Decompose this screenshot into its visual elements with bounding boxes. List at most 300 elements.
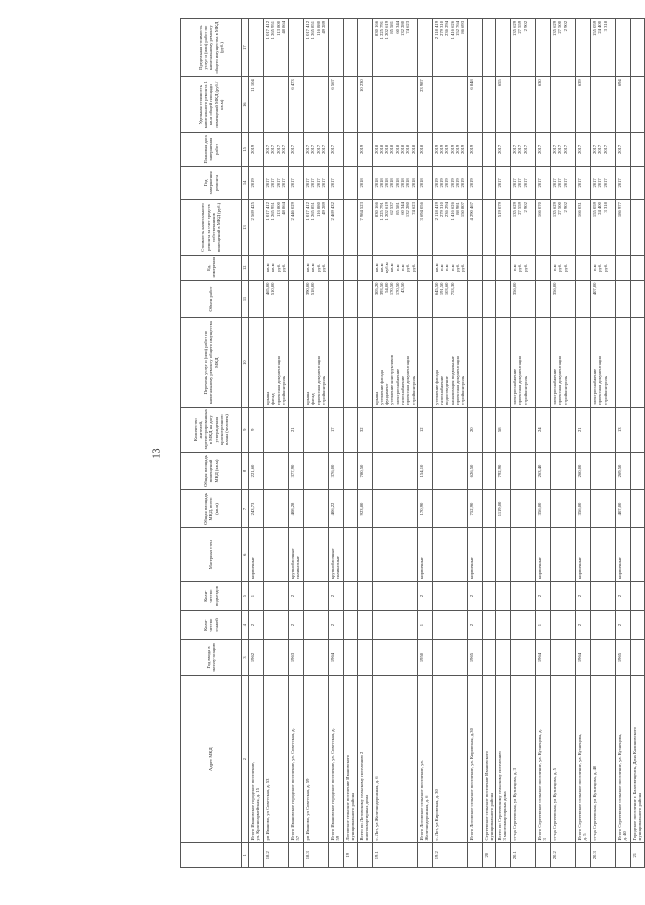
cost-cell-line: 2 446 029 bbox=[290, 202, 295, 221]
entrances-cell bbox=[264, 582, 289, 611]
planned-date-cell-line: 2018 bbox=[378, 144, 384, 154]
residents-cell bbox=[511, 407, 536, 452]
cost-cell-line: 60 344 bbox=[399, 202, 405, 215]
address-cell bbox=[576, 675, 591, 843]
residents-cell: 21 bbox=[576, 407, 591, 452]
column-number: 16 bbox=[242, 77, 249, 133]
residents-cell bbox=[304, 407, 329, 452]
entrances-cell bbox=[511, 582, 536, 611]
unit-cell-line: руб. bbox=[460, 263, 466, 272]
address-cell bbox=[536, 675, 551, 843]
address-cell bbox=[496, 675, 511, 843]
address-cell-line: ул. Красноармейская, д. 15 bbox=[255, 788, 261, 841]
cost-cell-line: 1 017 412 bbox=[305, 202, 310, 221]
volume-cell bbox=[536, 280, 551, 318]
column-header: Плановая дата завершения работ bbox=[181, 133, 242, 167]
floors-cell bbox=[591, 611, 616, 640]
column-header: Материал стен bbox=[181, 528, 242, 582]
premises-area-cell bbox=[264, 452, 289, 490]
works-cell-line: электроснабжение bbox=[512, 368, 518, 405]
total-area-cell: 1119,00 bbox=[496, 490, 511, 528]
premises-area-cell: 376,00 bbox=[329, 452, 344, 490]
volume-cell bbox=[304, 280, 329, 318]
limit-cost-cell-line: 2 118 419 bbox=[433, 21, 439, 40]
works-cell-line: проектная документация bbox=[275, 356, 281, 405]
total-area-cell bbox=[591, 490, 616, 528]
unit-cell-line: руб. bbox=[320, 263, 326, 272]
limit-cost-cell-line: 135 629 bbox=[512, 21, 518, 36]
row-number bbox=[616, 843, 631, 868]
unit-cell-line: кв.м bbox=[270, 263, 276, 272]
wall-material-cell: кирпичные bbox=[536, 528, 551, 582]
specific-cost-cell bbox=[289, 77, 304, 133]
year-built-cell: 1964 bbox=[329, 640, 344, 676]
planned-date-cell-line: 2017 bbox=[602, 144, 608, 154]
year-built-cell bbox=[304, 640, 329, 676]
row-number bbox=[289, 843, 304, 868]
limit-cost-cell-line: 1 225 791 bbox=[378, 21, 384, 40]
unit-cell bbox=[576, 255, 591, 280]
completion-year-cell-line: 2017 bbox=[280, 178, 286, 188]
premises-area-cell: 263,40 bbox=[536, 452, 551, 490]
works-cell-line: проектная документация bbox=[517, 356, 523, 405]
works-cell-line: проектная документация bbox=[454, 356, 460, 405]
volume-cell bbox=[289, 280, 304, 318]
column-header: Общая площадь МКД, всего (кв.м) bbox=[181, 490, 242, 528]
residents-cell: 21 bbox=[289, 407, 304, 452]
unit-cell bbox=[631, 255, 645, 280]
address-cell-line: рп Иваново, ул Советская, д. 53 bbox=[265, 778, 270, 841]
planned-date-cell bbox=[496, 133, 511, 167]
year-built-cell: 1964 bbox=[576, 640, 591, 676]
wall-material-cell bbox=[432, 528, 467, 582]
cost-cell bbox=[357, 200, 372, 256]
completion-year-cell bbox=[372, 166, 417, 200]
wall-material-cell bbox=[496, 528, 511, 582]
limit-cost-cell-line: 24 400 bbox=[597, 21, 603, 34]
entrances-cell bbox=[372, 582, 417, 611]
premises-area-cell: 626,50 bbox=[467, 452, 482, 490]
unit-cell-line: п.м bbox=[449, 264, 455, 272]
completion-year-cell bbox=[511, 166, 536, 200]
unit-cell-line: руб. bbox=[454, 263, 460, 272]
limit-cost-cell-line: 236 294 bbox=[444, 21, 450, 36]
premises-area-cell bbox=[551, 452, 576, 490]
works-cell-line: стройконтроль bbox=[562, 375, 568, 405]
premises-area-cell: 780,50 bbox=[357, 452, 372, 490]
volume-cell bbox=[482, 280, 496, 318]
works-cell-line: электроснабжение bbox=[592, 368, 598, 405]
works-cell bbox=[551, 318, 576, 407]
premises-area-cell bbox=[372, 452, 417, 490]
entrances-cell: 2 bbox=[289, 582, 304, 611]
cost-cell-line: 1 202 619 bbox=[384, 202, 390, 221]
row-number: 19.2 bbox=[432, 843, 467, 868]
works-cell bbox=[467, 318, 482, 407]
wall-material-cell: кирпичные bbox=[576, 528, 591, 582]
planned-date-cell-line: 2018 bbox=[394, 144, 400, 154]
wall-material-cell: кирпичные bbox=[616, 528, 631, 582]
planned-date-cell bbox=[591, 133, 616, 167]
completion-year-cell-line: 2019 bbox=[468, 178, 474, 188]
works-cell bbox=[616, 318, 631, 407]
specific-cost-cell bbox=[432, 77, 467, 133]
row-number: 21 bbox=[631, 843, 645, 868]
completion-year-cell-line: 2017 bbox=[315, 178, 321, 188]
limit-cost-cell-line: 1 265 851 bbox=[310, 21, 316, 40]
specific-cost-cell-line: 10 230 bbox=[358, 79, 364, 92]
cost-cell bbox=[591, 200, 616, 256]
cost-cell-line: 519 079 bbox=[497, 202, 503, 218]
entrances-cell bbox=[591, 582, 616, 611]
header-row bbox=[181, 19, 242, 868]
residents-cell: 58 bbox=[496, 407, 511, 452]
cost-cell bbox=[631, 200, 645, 256]
wall-material-cell bbox=[482, 528, 496, 582]
limit-cost-cell-line: 27 500 bbox=[557, 21, 563, 34]
planned-date-cell bbox=[511, 133, 536, 167]
cost-cell bbox=[467, 200, 482, 256]
completion-year-cell-line: 2019 bbox=[250, 178, 255, 188]
works-cell bbox=[432, 318, 467, 407]
completion-year-cell-line: 2017 bbox=[310, 178, 316, 188]
total-area-cell bbox=[631, 490, 645, 528]
cost-cell-line: 132 280 bbox=[405, 202, 411, 218]
planned-date-cell-line: 2017 bbox=[270, 144, 276, 154]
unit-cell-line: руб. bbox=[315, 263, 321, 272]
unit-cell-line: руб. bbox=[410, 263, 416, 272]
planned-date-cell bbox=[467, 133, 482, 167]
cost-cell-line: 1 017 412 bbox=[265, 202, 270, 221]
residents-cell: 12 bbox=[417, 407, 432, 452]
table-row bbox=[496, 19, 511, 868]
volume-cell-line: 356,00 bbox=[512, 282, 518, 296]
row-number: 19 bbox=[344, 843, 358, 868]
limit-cost-cell-line: 830 166 bbox=[373, 21, 379, 36]
limit-cost-cell-line: 49 289 bbox=[320, 21, 326, 34]
total-area-cell bbox=[344, 490, 358, 528]
column-number: 15 bbox=[242, 133, 249, 167]
limit-cost-cell bbox=[432, 19, 467, 77]
completion-year-cell bbox=[551, 166, 576, 200]
cost-cell-line: 7 984 523 bbox=[358, 202, 364, 221]
planned-date-cell-line: 2017 bbox=[517, 144, 523, 154]
planned-date-cell-line: 2017 bbox=[562, 144, 568, 154]
cost-cell bbox=[304, 200, 329, 256]
floors-cell: 2 bbox=[576, 611, 591, 640]
table-row bbox=[417, 19, 432, 868]
column-number: 4 bbox=[242, 611, 249, 640]
specific-cost-cell bbox=[357, 77, 372, 133]
volume-cell bbox=[467, 280, 482, 318]
entrances-cell bbox=[496, 582, 511, 611]
premises-area-cell bbox=[631, 452, 645, 490]
unit-cell bbox=[357, 255, 372, 280]
limit-cost-cell bbox=[289, 19, 304, 77]
limit-cost-cell bbox=[576, 19, 591, 77]
column-header: Коли-чество подъездов bbox=[181, 582, 242, 611]
total-area-cell bbox=[432, 490, 467, 528]
address-cell bbox=[591, 675, 616, 843]
limit-cost-cell-line: 116 880 bbox=[315, 21, 321, 36]
column-number: 13 bbox=[242, 200, 249, 256]
planned-date-cell-line: 2017 bbox=[537, 144, 543, 154]
cost-cell bbox=[616, 200, 631, 256]
cost-cell bbox=[264, 200, 289, 256]
cost-cell bbox=[344, 200, 358, 256]
specific-cost-cell bbox=[417, 77, 432, 133]
wall-material-cell bbox=[344, 528, 358, 582]
works-cell-line: стройконтроль bbox=[460, 375, 466, 405]
year-built-cell bbox=[357, 640, 372, 676]
wall-material-cell: кирпичные bbox=[467, 528, 482, 582]
volume-cell bbox=[591, 280, 616, 318]
floors-cell: 2 bbox=[616, 611, 631, 640]
limit-cost-cell-line: 3 318 bbox=[602, 21, 608, 32]
column-header: Год завершения ремонта bbox=[181, 166, 242, 200]
cost-cell bbox=[576, 200, 591, 256]
premises-area-cell bbox=[591, 452, 616, 490]
cost-cell-line: 2 118 419 bbox=[433, 202, 439, 221]
volume-cell bbox=[357, 280, 372, 318]
limit-cost-cell-line: 279 310 bbox=[439, 21, 445, 36]
floors-cell: 2 bbox=[249, 611, 264, 640]
volume-cell bbox=[264, 280, 289, 318]
year-built-cell: 1950 bbox=[417, 640, 432, 676]
limit-cost-cell-line: 2 902 bbox=[522, 21, 528, 32]
address-cell-line: Всего по Лотовскому сельскому поселению 2 bbox=[358, 751, 364, 841]
cost-cell bbox=[536, 200, 551, 256]
floors-cell bbox=[372, 611, 417, 640]
premises-area-cell: 269,50 bbox=[616, 452, 631, 490]
works-cell-line: стройконтроль bbox=[280, 375, 286, 405]
year-built-cell bbox=[511, 640, 536, 676]
address-cell-line: д. 5 bbox=[582, 833, 588, 841]
table-row bbox=[264, 19, 289, 868]
limit-cost-cell-line: 86 693 bbox=[460, 21, 466, 34]
premises-area-cell bbox=[344, 452, 358, 490]
completion-year-cell-line: 2017 bbox=[305, 178, 310, 188]
table-row bbox=[576, 19, 591, 868]
works-cell-line: проектная документация bbox=[557, 356, 563, 405]
planned-date-cell-line: 2018 bbox=[373, 144, 379, 154]
address-cell-line: ст-ца Сергеевская, ул Кузнецова, д. 3 bbox=[512, 768, 518, 841]
planned-date-cell-line: 2017 bbox=[557, 144, 563, 154]
page-number: 13 bbox=[151, 448, 163, 459]
address-cell bbox=[304, 675, 329, 843]
completion-year-cell bbox=[344, 166, 358, 200]
limit-cost-cell bbox=[467, 19, 482, 77]
planned-date-cell-line: 2019 bbox=[433, 144, 439, 154]
specific-cost-cell bbox=[249, 77, 264, 133]
limit-cost-cell-line: 48 864 bbox=[280, 21, 286, 34]
volume-cell-line: 465,00 bbox=[265, 282, 270, 296]
planned-date-cell-line: 2019 bbox=[444, 144, 450, 154]
limit-cost-cell bbox=[591, 19, 616, 77]
unit-cell-line: кв.м bbox=[389, 263, 395, 272]
completion-year-cell-line: 2017 bbox=[517, 178, 523, 188]
specific-cost-cell bbox=[576, 77, 591, 133]
unit-cell-line: п.м bbox=[439, 264, 445, 272]
address-cell-line: ст-ца Сергеевская, ул Кузнецова, д. 40 bbox=[592, 765, 598, 841]
completion-year-cell-line: 2019 bbox=[433, 178, 439, 188]
floors-cell: 1 bbox=[417, 611, 432, 640]
address-cell-line: Итого Ивановское городское поселение, ул. Советская, д. bbox=[330, 728, 335, 841]
wall-material-cell bbox=[304, 528, 329, 582]
column-header: Стоимость капитального ремонта за счет средств собственников помещений в МКД (руб.) bbox=[181, 200, 242, 256]
specific-cost-cell bbox=[591, 77, 616, 133]
limit-cost-cell bbox=[329, 19, 344, 77]
repair-plan-table bbox=[180, 18, 645, 868]
cost-cell-line: 4 290 467 bbox=[468, 202, 474, 221]
completion-year-cell-line: 2017 bbox=[522, 178, 528, 188]
unit-cell bbox=[432, 255, 467, 280]
residents-cell: 9 bbox=[249, 407, 264, 452]
table-row bbox=[536, 19, 551, 868]
floors-cell: 2 bbox=[329, 611, 344, 640]
cost-cell-line: 3 694 056 bbox=[418, 202, 424, 221]
works-cell-line: стройконтроль bbox=[522, 375, 528, 405]
planned-date-cell bbox=[536, 133, 551, 167]
cost-cell bbox=[496, 200, 511, 256]
specific-cost-cell bbox=[551, 77, 576, 133]
planned-date-cell-line: 2019 bbox=[460, 144, 466, 154]
volume-cell-line: 518,00 bbox=[310, 282, 316, 296]
year-built-cell: 1965 bbox=[467, 640, 482, 676]
cost-cell-line: 155 059 bbox=[592, 202, 598, 218]
address-cell bbox=[616, 675, 631, 843]
row-number: 19.1 bbox=[372, 843, 417, 868]
wall-material-cell: кирпичные bbox=[249, 528, 264, 582]
premises-area-cell bbox=[304, 452, 329, 490]
completion-year-cell-line: 2018 bbox=[378, 178, 384, 188]
completion-year-cell bbox=[631, 166, 645, 200]
table-row bbox=[304, 19, 329, 868]
address-cell-line: Итого Лотовское сельское поселение, ул. Кировская, д.30 bbox=[468, 728, 474, 841]
entrances-cell: 1 bbox=[249, 582, 264, 611]
address-cell-line: Итого Лотовское сельское поселение, ул. bbox=[418, 760, 424, 841]
specific-cost-cell-line: 6 567 bbox=[330, 79, 335, 90]
unit-cell-line: кв.м bbox=[433, 263, 439, 272]
cost-cell-line: 1 225 791 bbox=[378, 202, 384, 221]
limit-cost-cell bbox=[551, 19, 576, 77]
cost-cell-line: 27 500 bbox=[557, 202, 563, 215]
entrances-cell bbox=[551, 582, 576, 611]
completion-year-cell bbox=[536, 166, 551, 200]
cost-cell-line: 830 166 bbox=[373, 202, 379, 218]
year-built-cell bbox=[372, 640, 417, 676]
total-area-cell: 408,28 bbox=[289, 490, 304, 528]
cost-cell-line: 113 800 bbox=[275, 202, 281, 217]
completion-year-cell bbox=[467, 166, 482, 200]
specific-cost-cell-line: 630 bbox=[537, 79, 543, 87]
limit-cost-cell bbox=[482, 19, 496, 77]
residents-cell bbox=[372, 407, 417, 452]
planned-date-cell-line: 2017 bbox=[280, 144, 286, 154]
limit-cost-cell bbox=[511, 19, 536, 77]
address-cell-line: Лотовское сельское поселение Ивановского bbox=[345, 754, 350, 841]
total-area-cell bbox=[511, 490, 536, 528]
premises-area-cell bbox=[432, 452, 467, 490]
address-cell bbox=[467, 675, 482, 843]
completion-year-cell-line: 2017 bbox=[537, 178, 543, 188]
column-number: 3 bbox=[242, 640, 249, 676]
entrances-cell bbox=[304, 582, 329, 611]
unit-cell bbox=[511, 255, 536, 280]
floors-cell bbox=[344, 611, 358, 640]
column-header: Удельная стоимость капитального ремонта 1 кв.м общей площади помещений МКД (руб./кв.м) bbox=[181, 77, 242, 133]
planned-date-cell-line: 2019 bbox=[439, 144, 445, 154]
planned-date-cell-line: 2017 bbox=[512, 144, 518, 154]
row-number: 20.3 bbox=[591, 843, 616, 868]
completion-year-cell-line: 2018 bbox=[389, 178, 395, 188]
column-header bbox=[181, 843, 242, 868]
planned-date-cell-line: 2018 bbox=[384, 144, 390, 154]
column-header: Коли-чество этажей bbox=[181, 611, 242, 640]
column-number: 14 bbox=[242, 166, 249, 200]
works-cell bbox=[536, 318, 551, 407]
column-header: Ед. измерения bbox=[181, 255, 242, 280]
address-cell bbox=[264, 675, 289, 843]
unit-cell-line: п.м bbox=[552, 264, 558, 272]
planned-date-cell-line: 2017 bbox=[592, 144, 598, 154]
cost-cell bbox=[511, 200, 536, 256]
works-cell-line: крыша bbox=[373, 391, 379, 405]
cost-cell-line: 48 864 bbox=[280, 202, 286, 215]
column-number: 5 bbox=[242, 582, 249, 611]
planned-date-cell-line: 2019 bbox=[250, 144, 255, 154]
works-cell bbox=[496, 318, 511, 407]
unit-cell bbox=[536, 255, 551, 280]
table-row bbox=[372, 19, 417, 868]
works-cell-line: утепление конструктивов bbox=[389, 354, 395, 405]
completion-year-cell-line: 2017 bbox=[330, 178, 335, 188]
row-number: 20.2 bbox=[551, 843, 576, 868]
volume-cell-line: 191,50 bbox=[439, 282, 445, 296]
cost-cell-line: 24 400 bbox=[597, 202, 603, 215]
year-built-cell bbox=[264, 640, 289, 676]
planned-date-cell-line: 2017 bbox=[320, 144, 326, 154]
address-cell bbox=[249, 675, 264, 843]
wall-material-cell bbox=[551, 528, 576, 582]
planned-date-cell-line: 2019 bbox=[468, 144, 474, 154]
year-built-cell bbox=[551, 640, 576, 676]
works-cell bbox=[289, 318, 304, 407]
completion-year-cell-line: 2017 bbox=[577, 178, 583, 188]
completion-year-cell bbox=[496, 166, 511, 200]
address-cell-line: д. 40 bbox=[622, 831, 628, 841]
limit-cost-cell bbox=[616, 19, 631, 77]
table-row bbox=[467, 19, 482, 868]
premises-area-cell bbox=[511, 452, 536, 490]
volume-cell-line: 510,00 bbox=[270, 282, 276, 296]
address-cell-line: Итого Ивановское городское поселение, ул. Советская, д. bbox=[290, 728, 295, 841]
address-cell-line: муниципального района bbox=[350, 792, 356, 841]
unit-cell bbox=[496, 255, 511, 280]
column-number: 9 bbox=[242, 407, 249, 452]
planned-date-cell-line: 2018 bbox=[418, 144, 424, 154]
completion-year-cell bbox=[417, 166, 432, 200]
specific-cost-cell bbox=[329, 77, 344, 133]
cost-cell-line: 1 265 851 bbox=[310, 202, 316, 221]
entrances-cell: 2 bbox=[616, 582, 631, 611]
specific-cost-cell bbox=[264, 77, 289, 133]
unit-cell-line: руб. bbox=[275, 263, 281, 272]
works-cell-line: проектная документация bbox=[315, 356, 321, 405]
planned-date-cell bbox=[631, 133, 645, 167]
row-number: 18.3 bbox=[304, 843, 329, 868]
total-area-cell: 407,00 bbox=[616, 490, 631, 528]
